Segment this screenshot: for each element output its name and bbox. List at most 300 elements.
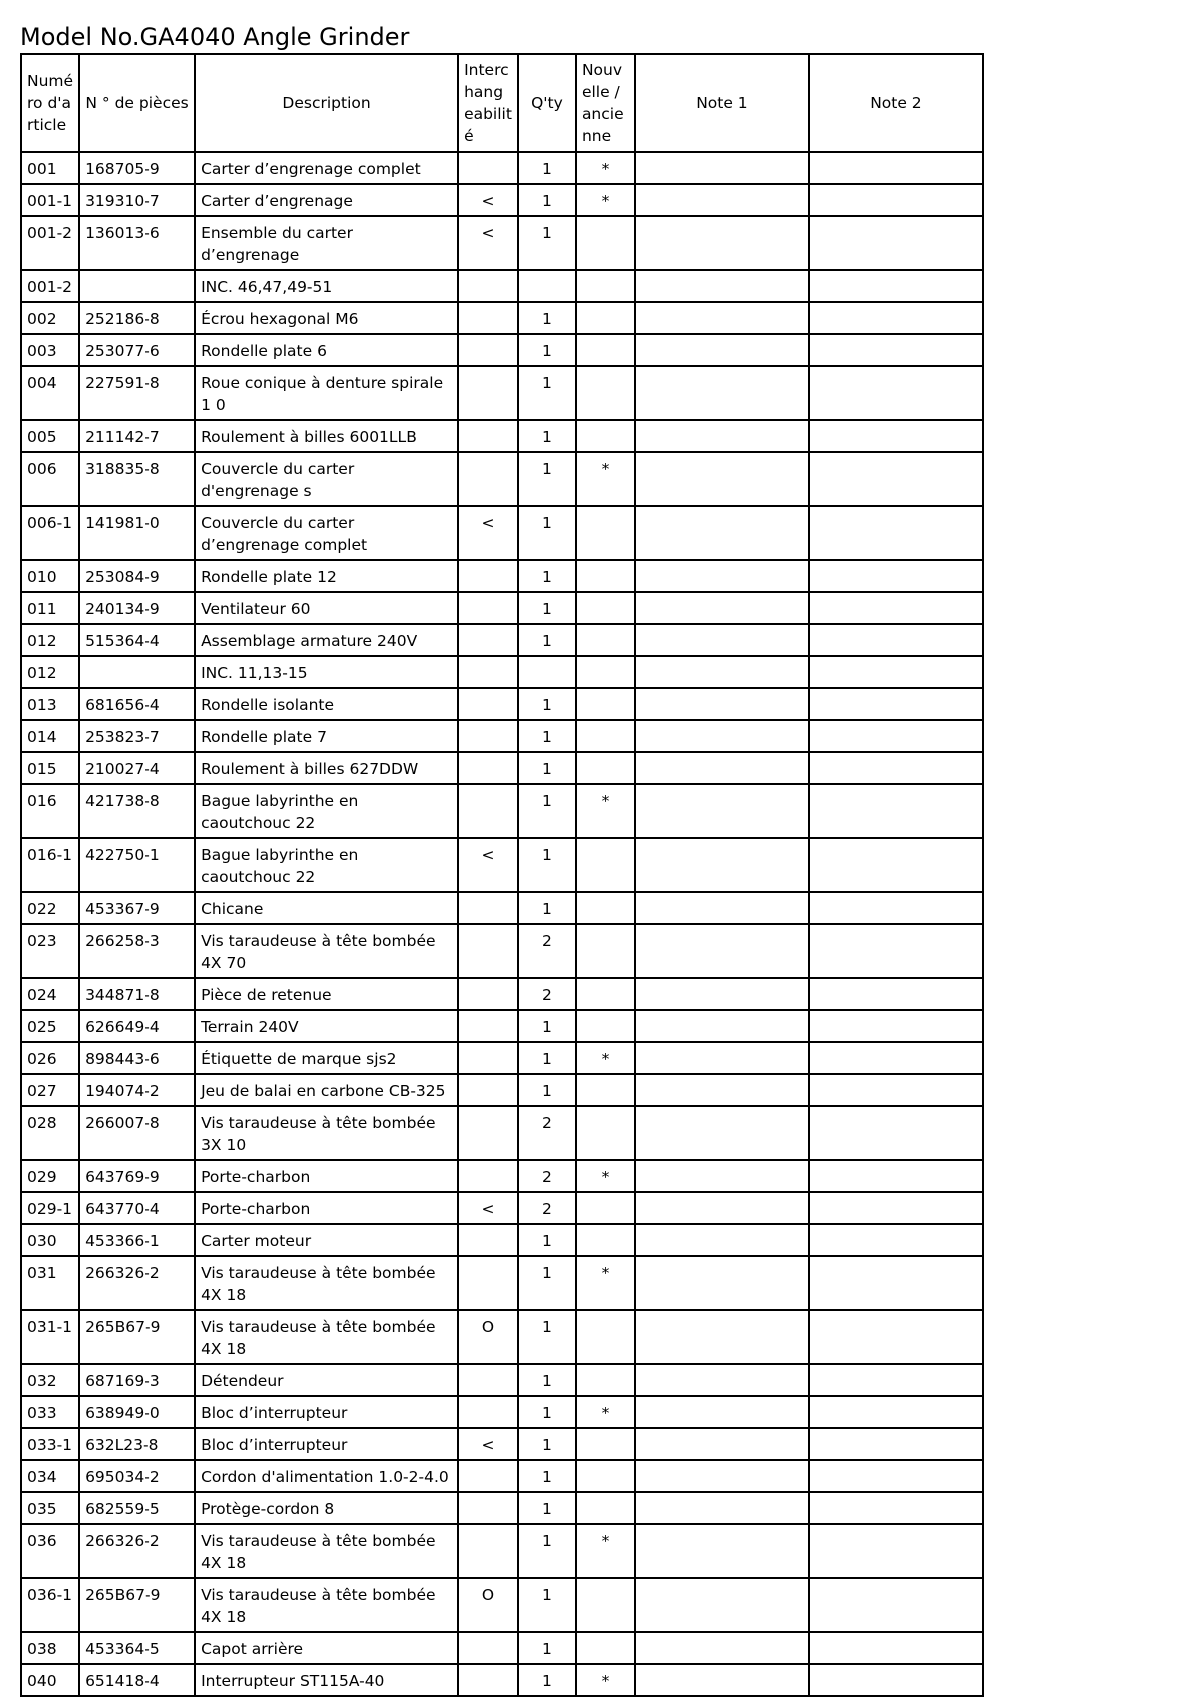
cell-part-number: 318835-8 (79, 452, 195, 506)
cell-note-1 (635, 1256, 809, 1310)
cell-note-1 (635, 452, 809, 506)
table-row (21, 784, 983, 838)
cell-quantity: 1 (518, 720, 576, 752)
cell-interchangeability (458, 1492, 518, 1524)
cell-quantity: 1 (518, 1364, 576, 1396)
cell-note-2 (809, 624, 983, 656)
cell-note-1 (635, 978, 809, 1010)
cell-part-number: 253084-9 (79, 560, 195, 592)
cell-interchangeability: O (458, 1310, 518, 1364)
cell-interchangeability (458, 720, 518, 752)
cell-item-number: 024 (21, 978, 79, 1010)
header-quantity: Q'ty (518, 54, 576, 152)
table-row (21, 752, 983, 784)
cell-part-number: 253823-7 (79, 720, 195, 752)
cell-note-2 (809, 1664, 983, 1696)
cell-interchangeability (458, 270, 518, 302)
cell-note-2 (809, 152, 983, 184)
cell-interchangeability (458, 1460, 518, 1492)
parts-table (20, 53, 984, 1697)
cell-interchangeability (458, 334, 518, 366)
cell-description: Capot arrière (195, 1632, 458, 1664)
cell-quantity: 1 (518, 688, 576, 720)
cell-item-number: 027 (21, 1074, 79, 1106)
cell-description: Porte-charbon (195, 1160, 458, 1192)
table-row (21, 624, 983, 656)
cell-interchangeability (458, 420, 518, 452)
cell-interchangeability (458, 1364, 518, 1396)
cell-part-number: 422750-1 (79, 838, 195, 892)
cell-description: Vis taraudeuse à tête bombée 4X 70 (195, 924, 458, 978)
cell-note-1 (635, 1224, 809, 1256)
cell-part-number: 681656-4 (79, 688, 195, 720)
cell-item-number: 040 (21, 1664, 79, 1696)
cell-note-2 (809, 838, 983, 892)
cell-note-2 (809, 1428, 983, 1460)
table-row (21, 1632, 983, 1664)
cell-description: Bague labyrinthe en caoutchouc 22 (195, 838, 458, 892)
cell-interchangeability (458, 892, 518, 924)
cell-description: Vis taraudeuse à tête bombée 4X 18 (195, 1578, 458, 1632)
cell-new-old (576, 624, 635, 656)
cell-part-number: 210027-4 (79, 752, 195, 784)
cell-note-1 (635, 1524, 809, 1578)
cell-quantity: 1 (518, 592, 576, 624)
cell-description: Assemblage armature 240V (195, 624, 458, 656)
cell-interchangeability (458, 924, 518, 978)
cell-interchangeability: < (458, 838, 518, 892)
cell-part-number: 638949-0 (79, 1396, 195, 1428)
cell-note-1 (635, 752, 809, 784)
cell-item-number: 003 (21, 334, 79, 366)
cell-new-old: * (576, 152, 635, 184)
cell-new-old: * (576, 1160, 635, 1192)
cell-item-number: 001 (21, 152, 79, 184)
cell-quantity: 1 (518, 624, 576, 656)
table-row (21, 592, 983, 624)
cell-item-number: 001-2 (21, 216, 79, 270)
cell-item-number: 016-1 (21, 838, 79, 892)
cell-interchangeability (458, 784, 518, 838)
cell-description: Vis taraudeuse à tête bombée 3X 10 (195, 1106, 458, 1160)
cell-note-2 (809, 1364, 983, 1396)
cell-part-number: 265B67-9 (79, 1578, 195, 1632)
cell-quantity: 2 (518, 1160, 576, 1192)
cell-note-1 (635, 838, 809, 892)
cell-interchangeability (458, 1632, 518, 1664)
cell-new-old (576, 216, 635, 270)
cell-new-old (576, 752, 635, 784)
cell-note-2 (809, 1524, 983, 1578)
cell-note-1 (635, 1160, 809, 1192)
cell-part-number: 421738-8 (79, 784, 195, 838)
cell-quantity: 1 (518, 506, 576, 560)
cell-note-1 (635, 1106, 809, 1160)
header-interchangeability: Interc hang eabilit é (458, 54, 518, 152)
cell-part-number: 453364-5 (79, 1632, 195, 1664)
cell-part-number: 643770-4 (79, 1192, 195, 1224)
cell-interchangeability (458, 1396, 518, 1428)
table-row (21, 1192, 983, 1224)
cell-note-1 (635, 302, 809, 334)
cell-item-number: 038 (21, 1632, 79, 1664)
cell-item-number: 006 (21, 452, 79, 506)
cell-item-number: 013 (21, 688, 79, 720)
cell-part-number (79, 270, 195, 302)
cell-note-1 (635, 366, 809, 420)
cell-interchangeability (458, 592, 518, 624)
cell-interchangeability (458, 152, 518, 184)
cell-interchangeability (458, 752, 518, 784)
cell-interchangeability: < (458, 216, 518, 270)
cell-quantity: 2 (518, 978, 576, 1010)
table-row (21, 216, 983, 270)
cell-new-old: * (576, 1664, 635, 1696)
cell-interchangeability (458, 1042, 518, 1074)
cell-item-number: 006-1 (21, 506, 79, 560)
cell-description: Détendeur (195, 1364, 458, 1396)
cell-note-2 (809, 752, 983, 784)
cell-item-number: 016 (21, 784, 79, 838)
cell-note-1 (635, 152, 809, 184)
table-row (21, 270, 983, 302)
cell-description: Rondelle plate 6 (195, 334, 458, 366)
cell-new-old (576, 978, 635, 1010)
cell-part-number: 194074-2 (79, 1074, 195, 1106)
cell-description: Rondelle plate 12 (195, 560, 458, 592)
cell-quantity: 1 (518, 420, 576, 452)
cell-interchangeability (458, 1106, 518, 1160)
cell-note-2 (809, 784, 983, 838)
cell-new-old (576, 506, 635, 560)
cell-part-number (79, 656, 195, 688)
table-row (21, 1106, 983, 1160)
cell-part-number: 211142-7 (79, 420, 195, 452)
cell-note-2 (809, 1396, 983, 1428)
cell-note-1 (635, 1192, 809, 1224)
cell-note-2 (809, 216, 983, 270)
cell-note-1 (635, 420, 809, 452)
cell-new-old (576, 1492, 635, 1524)
cell-note-2 (809, 1160, 983, 1192)
cell-note-2 (809, 1042, 983, 1074)
cell-new-old (576, 1460, 635, 1492)
cell-note-1 (635, 270, 809, 302)
table-row (21, 1010, 983, 1042)
cell-part-number: 266258-3 (79, 924, 195, 978)
cell-description: Porte-charbon (195, 1192, 458, 1224)
header-description: Description (195, 54, 458, 152)
cell-item-number: 026 (21, 1042, 79, 1074)
cell-item-number: 031 (21, 1256, 79, 1310)
cell-note-2 (809, 366, 983, 420)
cell-quantity: 1 (518, 1010, 576, 1042)
cell-new-old (576, 1074, 635, 1106)
table-row (21, 1364, 983, 1396)
cell-new-old (576, 656, 635, 688)
cell-note-2 (809, 1310, 983, 1364)
cell-note-1 (635, 720, 809, 752)
cell-note-2 (809, 1578, 983, 1632)
cell-quantity (518, 656, 576, 688)
cell-part-number: 687169-3 (79, 1364, 195, 1396)
cell-note-2 (809, 334, 983, 366)
cell-new-old (576, 1106, 635, 1160)
cell-note-1 (635, 1428, 809, 1460)
cell-interchangeability (458, 656, 518, 688)
cell-quantity: 1 (518, 1524, 576, 1578)
table-row (21, 1160, 983, 1192)
header-part-number: N ° de pièces (79, 54, 195, 152)
cell-quantity: 2 (518, 1106, 576, 1160)
cell-description: Bloc d’interrupteur (195, 1428, 458, 1460)
cell-description: Rondelle plate 7 (195, 720, 458, 752)
cell-item-number: 002 (21, 302, 79, 334)
cell-note-2 (809, 270, 983, 302)
cell-new-old: * (576, 1396, 635, 1428)
cell-quantity: 2 (518, 1192, 576, 1224)
table-row (21, 978, 983, 1010)
cell-description: Vis taraudeuse à tête bombée 4X 18 (195, 1256, 458, 1310)
cell-new-old (576, 1010, 635, 1042)
cell-part-number: 266007-8 (79, 1106, 195, 1160)
cell-note-1 (635, 560, 809, 592)
cell-quantity: 1 (518, 752, 576, 784)
cell-description: Jeu de balai en carbone CB-325 (195, 1074, 458, 1106)
cell-item-number: 029 (21, 1160, 79, 1192)
cell-part-number: 453366-1 (79, 1224, 195, 1256)
cell-quantity (518, 270, 576, 302)
table-row (21, 838, 983, 892)
cell-part-number: 682559-5 (79, 1492, 195, 1524)
table-row (21, 720, 983, 752)
cell-description: Ensemble du carter d’engrenage (195, 216, 458, 270)
cell-note-1 (635, 184, 809, 216)
header-row (21, 54, 983, 152)
cell-item-number: 036-1 (21, 1578, 79, 1632)
cell-new-old: * (576, 184, 635, 216)
cell-new-old (576, 560, 635, 592)
cell-description: Roue conique à denture spirale 1 0 (195, 366, 458, 420)
cell-item-number: 035 (21, 1492, 79, 1524)
cell-item-number: 011 (21, 592, 79, 624)
cell-description: INC. 46,47,49-51 (195, 270, 458, 302)
table-row (21, 1256, 983, 1310)
cell-interchangeability (458, 688, 518, 720)
cell-description: Cordon d'alimentation 1.0-2-4.0 (195, 1460, 458, 1492)
cell-new-old (576, 838, 635, 892)
cell-item-number: 023 (21, 924, 79, 978)
cell-interchangeability (458, 1524, 518, 1578)
cell-note-1 (635, 1492, 809, 1524)
cell-interchangeability (458, 560, 518, 592)
cell-new-old (576, 924, 635, 978)
cell-part-number: 651418-4 (79, 1664, 195, 1696)
cell-part-number: 319310-7 (79, 184, 195, 216)
cell-new-old (576, 1578, 635, 1632)
document-title: Model No.GA4040 Angle Grinder (20, 23, 410, 51)
cell-note-2 (809, 506, 983, 560)
cell-part-number: 453367-9 (79, 892, 195, 924)
cell-item-number: 036 (21, 1524, 79, 1578)
cell-note-2 (809, 1256, 983, 1310)
cell-description: Chicane (195, 892, 458, 924)
cell-quantity: 1 (518, 366, 576, 420)
cell-note-2 (809, 720, 983, 752)
cell-item-number: 001-1 (21, 184, 79, 216)
cell-description: Pièce de retenue (195, 978, 458, 1010)
cell-note-2 (809, 184, 983, 216)
cell-part-number: 898443-6 (79, 1042, 195, 1074)
cell-note-2 (809, 1074, 983, 1106)
cell-description: Terrain 240V (195, 1010, 458, 1042)
cell-quantity: 1 (518, 1428, 576, 1460)
cell-new-old (576, 366, 635, 420)
cell-item-number: 030 (21, 1224, 79, 1256)
cell-quantity: 1 (518, 302, 576, 334)
cell-item-number: 012 (21, 656, 79, 688)
cell-new-old: * (576, 784, 635, 838)
cell-new-old (576, 1224, 635, 1256)
cell-description: Ventilateur 60 (195, 592, 458, 624)
cell-new-old (576, 688, 635, 720)
cell-note-2 (809, 560, 983, 592)
table-row (21, 924, 983, 978)
cell-note-2 (809, 592, 983, 624)
cell-note-2 (809, 420, 983, 452)
cell-quantity: 1 (518, 892, 576, 924)
table-row (21, 1578, 983, 1632)
table-row (21, 334, 983, 366)
cell-description: Rondelle isolante (195, 688, 458, 720)
header-item-number: Numé ro d'a rticle (21, 54, 79, 152)
cell-new-old (576, 892, 635, 924)
table-row (21, 302, 983, 334)
table-row (21, 1310, 983, 1364)
table-row (21, 420, 983, 452)
cell-interchangeability: < (458, 184, 518, 216)
cell-note-2 (809, 892, 983, 924)
cell-new-old (576, 1428, 635, 1460)
cell-item-number: 004 (21, 366, 79, 420)
cell-new-old: * (576, 452, 635, 506)
cell-quantity: 1 (518, 452, 576, 506)
cell-quantity: 1 (518, 184, 576, 216)
cell-quantity: 1 (518, 1632, 576, 1664)
cell-part-number: 253077-6 (79, 334, 195, 366)
cell-note-1 (635, 1364, 809, 1396)
cell-item-number: 012 (21, 624, 79, 656)
cell-description: Bloc d’interrupteur (195, 1396, 458, 1428)
table-row (21, 1492, 983, 1524)
cell-part-number: 695034-2 (79, 1460, 195, 1492)
cell-quantity: 1 (518, 838, 576, 892)
cell-item-number: 014 (21, 720, 79, 752)
cell-item-number: 031-1 (21, 1310, 79, 1364)
cell-item-number: 034 (21, 1460, 79, 1492)
cell-interchangeability: O (458, 1578, 518, 1632)
cell-note-2 (809, 924, 983, 978)
cell-quantity: 1 (518, 216, 576, 270)
cell-part-number: 136013-6 (79, 216, 195, 270)
cell-description: Roulement à billes 6001LLB (195, 420, 458, 452)
cell-new-old (576, 334, 635, 366)
cell-quantity: 1 (518, 334, 576, 366)
cell-part-number: 252186-8 (79, 302, 195, 334)
cell-part-number: 227591-8 (79, 366, 195, 420)
cell-description: Vis taraudeuse à tête bombée 4X 18 (195, 1524, 458, 1578)
cell-description: INC. 11,13-15 (195, 656, 458, 688)
cell-note-1 (635, 1042, 809, 1074)
cell-description: Écrou hexagonal M6 (195, 302, 458, 334)
cell-part-number: 643769-9 (79, 1160, 195, 1192)
table-row (21, 452, 983, 506)
cell-note-1 (635, 624, 809, 656)
cell-part-number: 141981-0 (79, 506, 195, 560)
cell-note-2 (809, 656, 983, 688)
table-row (21, 1042, 983, 1074)
cell-part-number: 344871-8 (79, 978, 195, 1010)
cell-note-1 (635, 334, 809, 366)
cell-note-2 (809, 1492, 983, 1524)
cell-note-1 (635, 1632, 809, 1664)
cell-description: Carter d’engrenage (195, 184, 458, 216)
cell-quantity: 1 (518, 1492, 576, 1524)
table-row (21, 892, 983, 924)
cell-new-old: * (576, 1042, 635, 1074)
cell-note-1 (635, 1010, 809, 1042)
cell-interchangeability (458, 624, 518, 656)
cell-note-2 (809, 1192, 983, 1224)
cell-note-1 (635, 656, 809, 688)
cell-note-2 (809, 452, 983, 506)
table-row (21, 152, 983, 184)
table-row (21, 506, 983, 560)
cell-interchangeability (458, 302, 518, 334)
cell-new-old (576, 1632, 635, 1664)
cell-description: Roulement à billes 627DDW (195, 752, 458, 784)
header-note-2: Note 2 (809, 54, 983, 152)
table-row (21, 656, 983, 688)
cell-interchangeability: < (458, 506, 518, 560)
cell-description: Protège-cordon 8 (195, 1492, 458, 1524)
table-row (21, 1460, 983, 1492)
cell-item-number: 022 (21, 892, 79, 924)
cell-quantity: 1 (518, 1460, 576, 1492)
cell-interchangeability (458, 1224, 518, 1256)
cell-quantity: 1 (518, 1224, 576, 1256)
cell-item-number: 010 (21, 560, 79, 592)
table-row (21, 1428, 983, 1460)
cell-note-1 (635, 784, 809, 838)
cell-note-2 (809, 1224, 983, 1256)
cell-item-number: 025 (21, 1010, 79, 1042)
cell-part-number: 265B67-9 (79, 1310, 195, 1364)
cell-quantity: 1 (518, 1396, 576, 1428)
cell-new-old: * (576, 1256, 635, 1310)
cell-note-2 (809, 978, 983, 1010)
cell-new-old (576, 420, 635, 452)
cell-new-old (576, 1310, 635, 1364)
cell-note-1 (635, 506, 809, 560)
cell-description: Couvercle du carter d'engrenage s (195, 452, 458, 506)
cell-quantity: 2 (518, 924, 576, 978)
cell-description: Étiquette de marque sjs2 (195, 1042, 458, 1074)
cell-quantity: 1 (518, 784, 576, 838)
table-row (21, 1524, 983, 1578)
cell-note-2 (809, 1632, 983, 1664)
cell-description: Interrupteur ST115A-40 (195, 1664, 458, 1696)
